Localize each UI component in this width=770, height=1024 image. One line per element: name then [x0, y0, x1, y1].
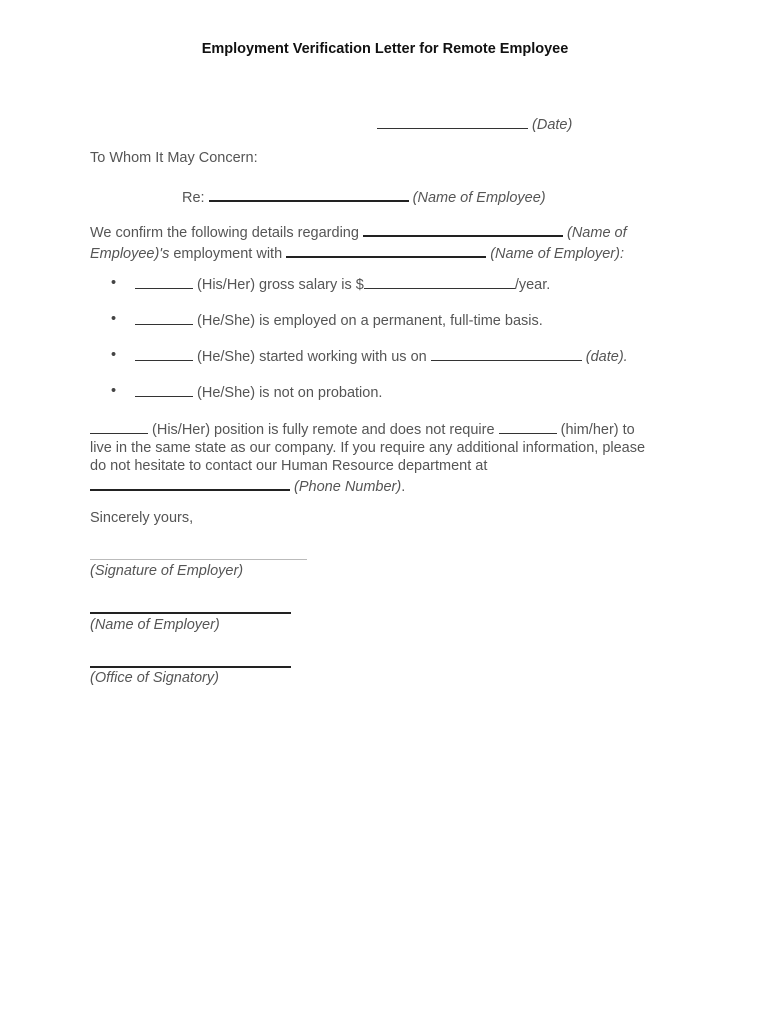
- intro-hint-2: Employee)'s: [90, 246, 170, 262]
- date-blank[interactable]: [377, 114, 528, 129]
- remote-text-2: (him/her) to: [560, 422, 635, 438]
- closing: Sincerely yours,: [90, 510, 194, 526]
- list-item: [90, 274, 628, 310]
- signature-line[interactable]: [90, 559, 307, 560]
- page-title: Employment Verification Letter for Remote Employee: [201, 41, 569, 57]
- bullet-text: (His/Her) gross salary is $: [197, 277, 364, 293]
- bullet-hint: (date).: [585, 349, 628, 365]
- remote-line-3: do not hesitate to contact our Human Resource department at: [90, 458, 488, 474]
- employer-name-line[interactable]: [90, 612, 291, 614]
- bullet-icon: •: [111, 275, 117, 291]
- list-item: [90, 346, 628, 382]
- date-hint: (Date): [532, 117, 573, 133]
- bullet-text: (He/She) is employed on a permanent, full-time basis.: [197, 313, 543, 329]
- date-line: [377, 114, 572, 133]
- intro-employee-blank[interactable]: [363, 221, 563, 237]
- re-hint: (Name of Employee): [412, 190, 546, 206]
- bullet-text: (He/She) started working with us on: [197, 349, 427, 365]
- office-line[interactable]: [90, 666, 291, 668]
- salary-blank[interactable]: [364, 274, 515, 289]
- start-date-blank[interactable]: [431, 346, 582, 361]
- bullet-icon: •: [111, 347, 117, 363]
- employee-name-blank[interactable]: [209, 186, 409, 202]
- pronoun-blank[interactable]: [135, 382, 193, 397]
- pronoun-blank[interactable]: [135, 310, 193, 325]
- phone-blank[interactable]: [90, 475, 290, 491]
- bullet-icon: •: [111, 311, 117, 327]
- bullet-icon: •: [111, 383, 117, 399]
- office-hint: (Office of Signatory): [90, 670, 219, 686]
- details-list: [90, 274, 628, 418]
- pronoun-blank[interactable]: [499, 419, 557, 434]
- pronoun-blank[interactable]: [135, 346, 193, 361]
- remote-end: .: [401, 479, 406, 495]
- pronoun-blank[interactable]: [135, 274, 193, 289]
- employer-name-hint: (Name of Employer): [90, 617, 220, 633]
- salutation: To Whom It May Concern:: [90, 150, 258, 166]
- pronoun-blank[interactable]: [90, 419, 148, 434]
- intro-hint-3: (Name of Employer):: [490, 246, 624, 262]
- intro-hint-1: (Name of: [567, 225, 627, 241]
- list-item: [90, 310, 628, 346]
- list-item: [90, 382, 628, 418]
- intro-text-2: employment with: [173, 246, 283, 262]
- intro-paragraph: [90, 221, 675, 263]
- bullet-suffix: /year.: [514, 277, 551, 293]
- remote-line-2: live in the same state as our company. If you require any additional information, please: [90, 440, 646, 456]
- remote-text-1: (His/Her) position is fully remote and does not require: [152, 422, 495, 438]
- intro-employer-blank[interactable]: [286, 242, 486, 258]
- signature-hint: (Signature of Employer): [90, 563, 244, 579]
- remote-paragraph: [90, 419, 675, 496]
- bullet-text: (He/She) is not on probation.: [197, 385, 383, 401]
- intro-text-1: We confirm the following details regarding: [90, 225, 359, 241]
- re-label: Re:: [182, 190, 205, 206]
- re-line: [182, 186, 546, 206]
- phone-hint: (Phone Number): [294, 479, 402, 495]
